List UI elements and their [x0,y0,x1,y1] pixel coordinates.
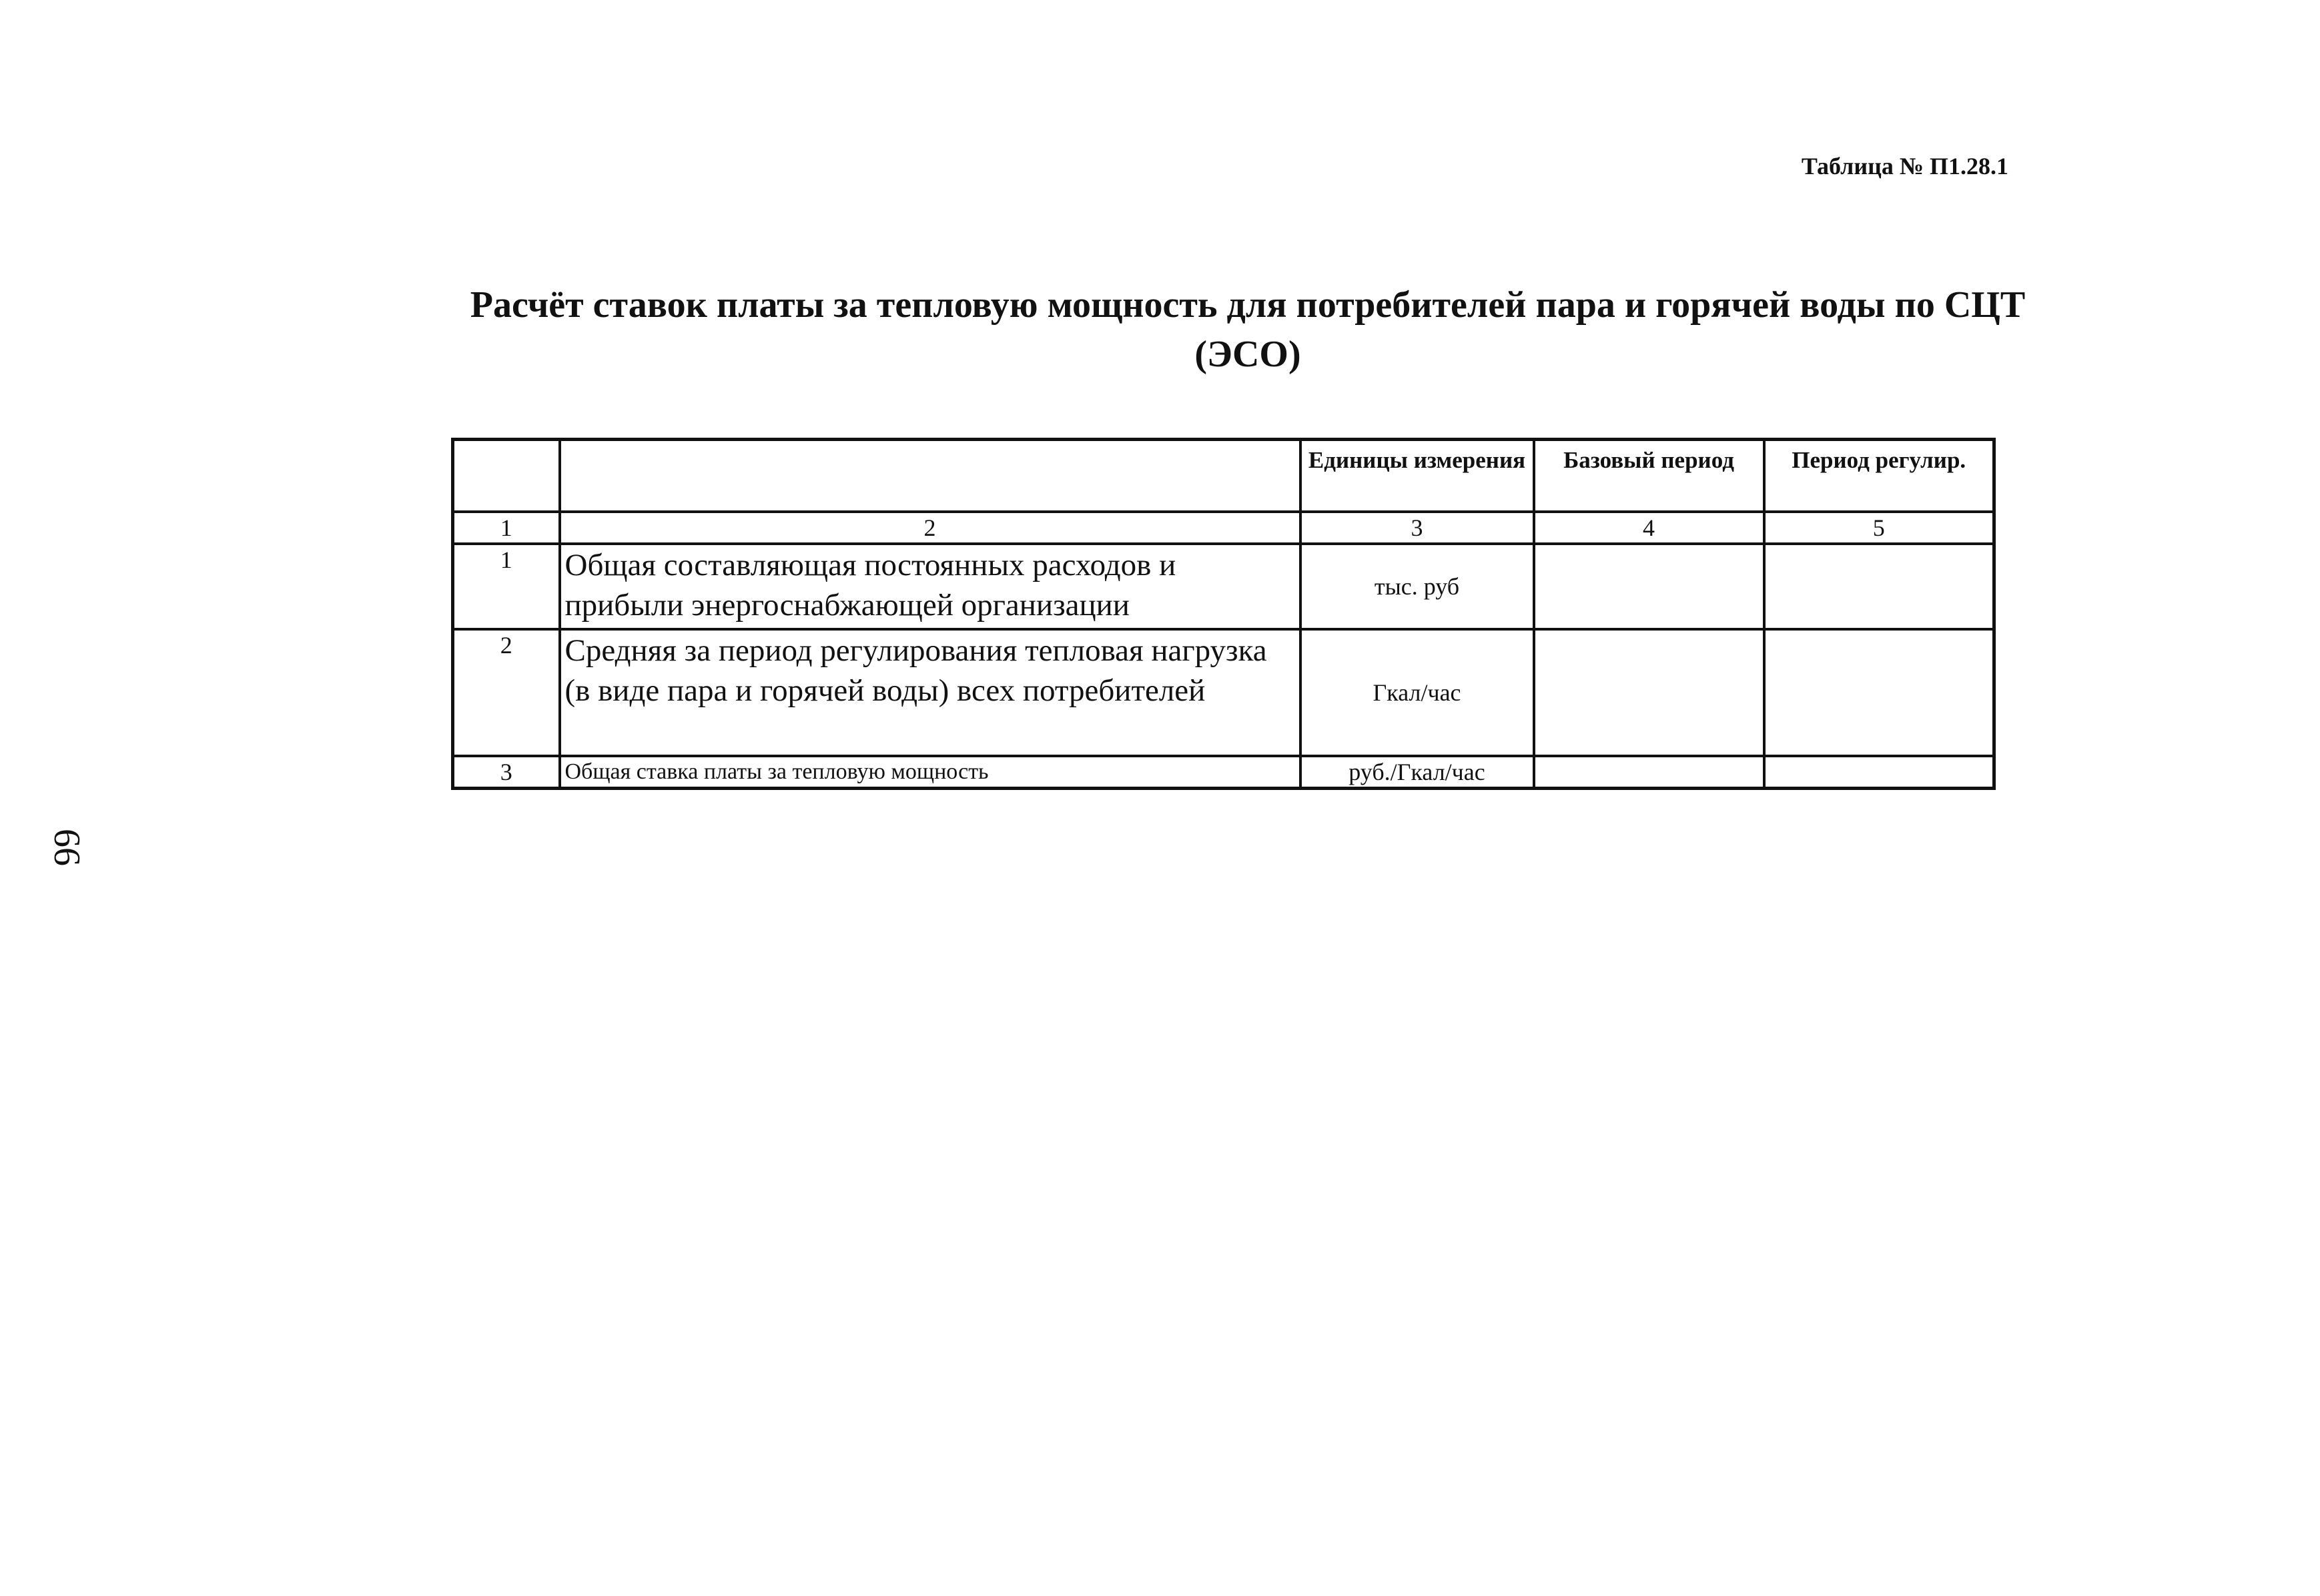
table-number: Таблица № П1.28.1 [1801,153,2008,179]
header-units: Единицы измерения [1300,440,1534,512]
table-header-row [453,440,1994,512]
calculation-table [451,438,1996,790]
row-base-period [1534,629,1764,756]
row-regulation-period [1764,629,1994,756]
column-number: 3 [1300,512,1534,544]
row-name: Средняя за период регулирования тепловая нагрузка (в виде пара и горячей воды) всех потребителей [560,629,1300,756]
column-number: 5 [1764,512,1994,544]
column-numbers-row [453,512,1994,544]
row-base-period [1534,544,1764,629]
table-row [453,756,1994,789]
row-base-period [1534,756,1764,789]
row-name: Общая составляющая постоянных расходов и прибыли энергоснабжающей организации [560,544,1300,629]
column-number: 1 [453,512,560,544]
row-regulation-period [1764,544,1994,629]
row-index: 2 [453,629,560,756]
column-number: 4 [1534,512,1764,544]
header-base-period: Базовый период [1534,440,1764,512]
header-col2 [560,440,1300,512]
table-row [453,629,1994,756]
header-col1 [453,440,560,512]
page-number: 66 [46,829,87,866]
row-regulation-period [1764,756,1994,789]
header-regulation-period: Период регулир. [1764,440,1994,512]
page-title: Расчёт ставок платы за тепловую мощность для потребителей пара и горячей воды по СЦТ (ЭСО) [470,284,2026,375]
row-index: 1 [453,544,560,629]
table-row [453,544,1994,629]
row-unit: тыс. руб [1300,544,1534,629]
column-number: 2 [560,512,1300,544]
row-unit: руб./Гкал/час [1300,756,1534,789]
row-unit: Гкал/час [1300,629,1534,756]
row-index: 3 [453,756,560,789]
row-name: Общая ставка платы за тепловую мощность [560,756,1300,789]
